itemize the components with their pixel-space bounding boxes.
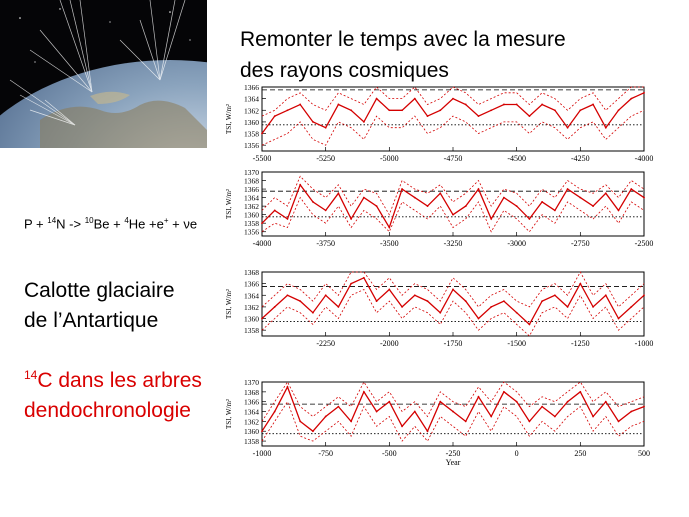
x-tick-label: -2500 — [634, 239, 654, 248]
tsi-data-point — [439, 192, 441, 194]
tsi-data-point — [567, 401, 569, 403]
tsi-data-point — [261, 318, 263, 320]
tsi-series-line — [262, 387, 644, 431]
tsi-data-point — [579, 109, 581, 111]
tsi-data-point — [567, 306, 569, 308]
tsi-data-point — [287, 294, 289, 296]
tsi-data-point — [465, 420, 467, 422]
y-axis-label: TSI, W/m² — [225, 289, 233, 319]
tsi-data-point — [478, 188, 480, 190]
tsi-data-point — [541, 300, 543, 302]
y-tick-label: 1356 — [244, 141, 259, 151]
x-tick-label: -4000 — [634, 154, 654, 163]
tsi-data-point — [274, 210, 276, 212]
cosmic-ray-earth-image — [0, 0, 207, 148]
tsi-data-point — [274, 115, 276, 117]
tsi-data-point — [388, 401, 390, 403]
tsi-data-point — [567, 127, 569, 129]
y-tick-label: 1358 — [244, 326, 259, 336]
tsi-data-point — [261, 430, 263, 432]
panel-frame — [262, 87, 644, 151]
y-tick-label: 1368 — [244, 387, 259, 397]
panel-frame — [262, 172, 644, 236]
tsi-data-point — [592, 306, 594, 308]
tsi-data-point — [605, 401, 607, 403]
x-tick-label: -4250 — [570, 154, 590, 163]
y-tick-label: 1362 — [244, 302, 259, 312]
tsi-data-point — [299, 300, 301, 302]
y-tick-label: 1370 — [244, 378, 259, 387]
x-tick-label: -1250 — [570, 339, 590, 348]
tsi-data-point — [643, 294, 645, 296]
tsi-data-point — [401, 425, 403, 427]
tsi-data-point — [490, 306, 492, 308]
tsi-data-point — [478, 396, 480, 398]
x-tick-label: -5250 — [316, 154, 336, 163]
y-tick-label: 1362 — [244, 202, 259, 212]
y-tick-label: 1364 — [244, 407, 259, 417]
y-tick-label: 1364 — [244, 193, 259, 203]
y-tick-label: 1360 — [244, 210, 259, 220]
x-tick-label: -3500 — [379, 239, 399, 248]
tsi-data-point — [630, 411, 632, 413]
tsi-data-point — [465, 205, 467, 207]
reaction-nitrogen: N -> — [56, 216, 85, 232]
tsi-data-point — [592, 205, 594, 207]
tsi-data-point — [579, 391, 581, 393]
tsi-data-point — [516, 401, 518, 403]
x-tick-label: -5000 — [379, 154, 399, 163]
reaction-neutrino: + νe — [168, 216, 198, 232]
tsi-data-point — [503, 300, 505, 302]
tsi-data-point — [541, 104, 543, 106]
y-tick-label: 1364 — [244, 291, 259, 301]
y-axis-label: TSI, W/m² — [225, 189, 233, 219]
x-tick-label: -5500 — [252, 154, 272, 163]
antarctic-line2: de l’Antartique — [24, 309, 159, 332]
tsi-data-point — [618, 109, 620, 111]
y-tick-label: 1362 — [244, 106, 259, 116]
tsi-data-point — [592, 416, 594, 418]
tsi-data-point — [541, 201, 543, 203]
reaction-beryllium-mass: 10 — [84, 216, 94, 225]
tsi-data-point — [427, 430, 429, 432]
tsi-data-point — [618, 420, 620, 422]
tsi-data-point — [529, 420, 531, 422]
tsi-data-point — [465, 104, 467, 106]
y-tick-label: 1370 — [244, 168, 259, 177]
tsi-data-point — [338, 406, 340, 408]
y-tick-label: 1358 — [244, 219, 259, 229]
tsi-data-point — [490, 109, 492, 111]
tsi-data-point — [401, 109, 403, 111]
tsi-data-point — [516, 205, 518, 207]
tsi-data-point — [630, 98, 632, 100]
tsi-data-point — [261, 133, 263, 135]
tsi-data-point — [287, 386, 289, 388]
slide-title — [240, 24, 680, 86]
tsi-data-point — [490, 218, 492, 220]
tsi-data-point — [630, 306, 632, 308]
tsi-data-point — [350, 218, 352, 220]
tsi-data-point — [427, 205, 429, 207]
y-tick-label: 1366 — [244, 397, 259, 407]
tsi-data-point — [299, 104, 301, 106]
tsi-data-point — [579, 197, 581, 199]
reaction-nitrogen-mass: 14 — [47, 216, 57, 225]
tsi-data-point — [325, 127, 327, 129]
x-tick-label: -1000 — [252, 449, 272, 458]
tsi-data-point — [376, 411, 378, 413]
tsi-data-point — [274, 306, 276, 308]
y-tick-label: 1358 — [244, 437, 259, 447]
tsi-data-point — [516, 104, 518, 106]
y-tick-label: 1366 — [244, 279, 259, 289]
reaction-helium: He +e — [128, 216, 164, 232]
reaction-beryllium: Be + — [93, 216, 125, 232]
tsi-data-point — [401, 188, 403, 190]
tsi-data-point — [325, 416, 327, 418]
tsi-data-point — [618, 318, 620, 320]
tsi-upper-bound-line — [262, 382, 644, 421]
tsi-data-point — [605, 294, 607, 296]
y-tick-label: 1366 — [244, 185, 259, 195]
tsi-data-point — [529, 323, 531, 325]
tsi-data-point — [618, 210, 620, 212]
x-tick-label: -1500 — [507, 339, 527, 348]
x-tick-label: 500 — [638, 449, 650, 458]
tsi-upper-bound-line — [262, 87, 644, 116]
tsi-data-point — [363, 391, 365, 393]
tsi-data-point — [350, 420, 352, 422]
tsi-data-point — [592, 104, 594, 106]
slide-title-line2: des rayons cosmiques — [240, 59, 449, 82]
tsi-data-point — [363, 121, 365, 123]
tsi-data-point — [643, 406, 645, 408]
tsi-data-point — [363, 197, 365, 199]
reaction-positron-charge: + — [163, 216, 169, 225]
y-tick-label: 1356 — [244, 227, 259, 237]
tsi-data-point — [312, 121, 314, 123]
tsi-data-point — [414, 98, 416, 100]
x-tick-label: 250 — [574, 449, 587, 458]
tsi-data-point — [325, 210, 327, 212]
tsi-data-point — [490, 416, 492, 418]
tsi-data-point — [439, 401, 441, 403]
x-tick-label: -2750 — [570, 239, 590, 248]
x-tick-label: -3000 — [507, 239, 527, 248]
tsi-data-point — [350, 109, 352, 111]
y-tick-label: 1358 — [244, 129, 259, 139]
x-axis-label: Year — [445, 458, 461, 467]
tsi-data-point — [452, 289, 454, 291]
tsi-lower-bound-line — [262, 110, 644, 145]
tsi-data-point — [338, 104, 340, 106]
tsi-data-point — [261, 222, 263, 224]
antarctic-ice-text — [24, 276, 224, 336]
tsi-data-point — [414, 411, 416, 413]
tsi-data-point — [338, 192, 340, 194]
y-axis-label: TSI, W/m² — [225, 104, 233, 134]
x-tick-label: -4500 — [507, 154, 527, 163]
tsi-data-point — [516, 312, 518, 314]
x-tick-label: -250 — [445, 449, 461, 458]
tsi-data-point — [529, 218, 531, 220]
tsi-data-point — [350, 283, 352, 285]
tsi-data-point — [388, 227, 390, 229]
x-tick-label: -4750 — [443, 154, 463, 163]
tsi-data-point — [605, 192, 607, 194]
tsi-data-point — [605, 127, 607, 129]
carbon-mass: 14 — [24, 368, 38, 382]
y-tick-label: 1368 — [244, 176, 259, 186]
y-tick-label: 1360 — [244, 117, 259, 127]
tsi-upper-bound-line — [262, 176, 644, 214]
tsi-data-point — [274, 411, 276, 413]
y-tick-label: 1360 — [244, 314, 259, 324]
x-tick-label: -3250 — [443, 239, 463, 248]
tsi-data-point — [478, 115, 480, 117]
x-tick-label: -2250 — [316, 339, 336, 348]
tsi-data-point — [579, 283, 581, 285]
tsi-data-point — [478, 318, 480, 320]
x-tick-label: -3750 — [316, 239, 336, 248]
tsi-data-point — [338, 306, 340, 308]
tsi-data-point — [376, 205, 378, 207]
tsi-data-point — [299, 184, 301, 186]
tsi-data-point — [312, 430, 314, 432]
tsi-data-point — [312, 312, 314, 314]
tsi-data-point — [376, 98, 378, 100]
y-axis-label: TSI, W/m² — [225, 399, 233, 429]
tsi-data-point — [376, 300, 378, 302]
x-tick-label: -500 — [381, 449, 397, 458]
x-tick-label: -1000 — [634, 339, 654, 348]
y-tick-label: 1364 — [244, 94, 259, 104]
tsi-data-point — [452, 98, 454, 100]
tsi-data-point — [529, 115, 531, 117]
y-tick-label: 1360 — [244, 427, 259, 437]
nuclear-reaction-equation — [24, 212, 224, 233]
tsi-reconstruction-charts — [218, 82, 658, 506]
x-tick-label: -2000 — [379, 339, 399, 348]
tsi-data-point — [299, 420, 301, 422]
tsi-data-point — [554, 294, 556, 296]
y-tick-label: 1366 — [244, 83, 259, 92]
tsi-data-point — [388, 289, 390, 291]
tsi-lower-bound-line — [262, 402, 644, 441]
tsi-data-point — [643, 92, 645, 94]
tsi-data-point — [325, 294, 327, 296]
carbon-line1-text: C dans les arbres — [37, 369, 202, 392]
tsi-data-point — [567, 188, 569, 190]
tsi-data-point — [287, 109, 289, 111]
tsi-data-point — [312, 201, 314, 203]
x-tick-label: -750 — [318, 449, 334, 458]
tsi-data-point — [439, 312, 441, 314]
tsi-data-point — [427, 300, 429, 302]
tsi-data-point — [503, 197, 505, 199]
carbon-line1 — [24, 360, 234, 396]
y-tick-label: 1368 — [244, 268, 259, 277]
tsi-data-point — [414, 197, 416, 199]
reaction-proton: P + — [24, 216, 48, 232]
tsi-data-point — [541, 406, 543, 408]
tsi-data-point — [439, 109, 441, 111]
tsi-data-point — [630, 188, 632, 190]
slide-title-line1: Remonter le temps avec la mesure — [240, 28, 566, 51]
tsi-data-point — [554, 109, 556, 111]
x-tick-label: 0 — [514, 449, 519, 458]
tsi-data-point — [427, 115, 429, 117]
x-tick-label: -1750 — [443, 339, 463, 348]
tsi-data-point — [643, 197, 645, 199]
tsi-data-point — [388, 109, 390, 111]
antarctic-line1: Calotte glaciaire — [24, 279, 175, 302]
reaction-helium-mass: 4 — [124, 216, 129, 225]
carbon14-tree-text — [24, 360, 234, 426]
tsi-data-point — [465, 300, 467, 302]
tsi-data-point — [452, 214, 454, 216]
tsi-data-point — [363, 277, 365, 279]
x-tick-label: -4000 — [252, 239, 272, 248]
carbon-line2: dendochronologie — [24, 399, 191, 422]
tsi-data-point — [287, 218, 289, 220]
tsi-data-point — [414, 294, 416, 296]
tsi-data-point — [554, 416, 556, 418]
tsi-data-point — [503, 391, 505, 393]
tsi-data-point — [452, 411, 454, 413]
tsi-data-point — [554, 210, 556, 212]
y-tick-label: 1362 — [244, 417, 259, 427]
tsi-data-point — [401, 306, 403, 308]
tsi-data-point — [503, 104, 505, 106]
